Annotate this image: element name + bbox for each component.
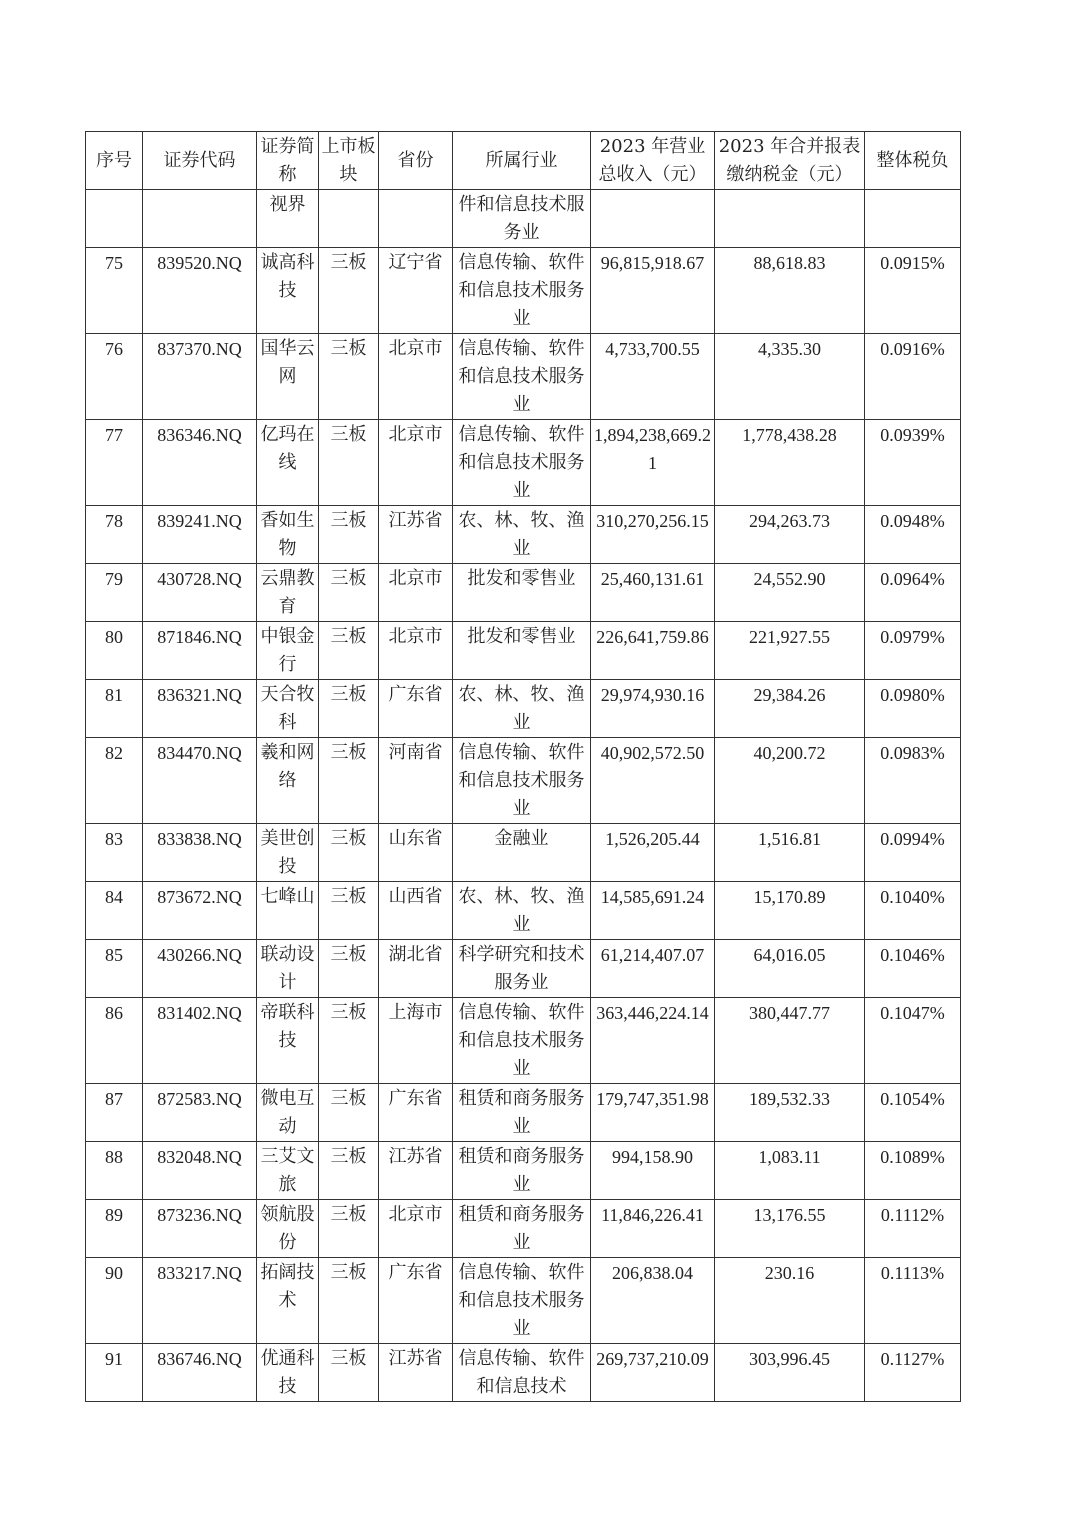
cell-province: 北京市 (379, 622, 453, 680)
cell-tax-burden: 0.1046% (865, 940, 961, 998)
cell-security-code: 836346.NQ (143, 420, 257, 506)
cell-province: 广东省 (379, 1084, 453, 1142)
cell-tax-burden: 0.1112% (865, 1200, 961, 1258)
cell-revenue: 61,214,407.07 (591, 940, 715, 998)
cell-province: 江苏省 (379, 1142, 453, 1200)
cell-revenue: 1,526,205.44 (591, 824, 715, 882)
cell-short-name: 中银金行 (257, 622, 319, 680)
cell-revenue: 25,460,131.61 (591, 564, 715, 622)
cell-province: 江苏省 (379, 1344, 453, 1402)
cell-industry: 信息传输、软件和信息技术服务业 (453, 420, 591, 506)
cell-short-name: 联动设计 (257, 940, 319, 998)
cell-province: 北京市 (379, 334, 453, 420)
cell-board: 三板 (319, 680, 379, 738)
cell-industry: 科学研究和技术服务业 (453, 940, 591, 998)
table-row (86, 334, 961, 420)
cell-province: 山东省 (379, 824, 453, 882)
cell-security-code: 839241.NQ (143, 506, 257, 564)
cell-short-name: 帝联科技 (257, 998, 319, 1084)
header-board: 上市板块 (319, 132, 379, 190)
cell-industry: 金融业 (453, 824, 591, 882)
cell-industry: 租赁和商务服务业 (453, 1200, 591, 1258)
cell-short-name: 香如生物 (257, 506, 319, 564)
cell-short-name: 三艾文旅 (257, 1142, 319, 1200)
cell-revenue: 206,838.04 (591, 1258, 715, 1344)
cell-index: 91 (86, 1344, 143, 1402)
cell-revenue: 4,733,700.55 (591, 334, 715, 420)
cell-tax-paid: 189,532.33 (715, 1084, 865, 1142)
cell-index: 81 (86, 680, 143, 738)
cell-short-name: 领航股份 (257, 1200, 319, 1258)
table-header-row (86, 132, 961, 190)
cell-tax-burden (865, 190, 961, 248)
cell-index: 87 (86, 1084, 143, 1142)
cell-tax-burden: 0.0939% (865, 420, 961, 506)
cell-security-code: 836321.NQ (143, 680, 257, 738)
tax-burden-table (85, 131, 961, 1402)
cell-index: 78 (86, 506, 143, 564)
cell-tax-paid: 230.16 (715, 1258, 865, 1344)
table-row (86, 1258, 961, 1344)
cell-revenue: 40,902,572.50 (591, 738, 715, 824)
cell-tax-paid: 64,016.05 (715, 940, 865, 998)
cell-security-code: 873672.NQ (143, 882, 257, 940)
cell-security-code: 837370.NQ (143, 334, 257, 420)
cell-industry: 信息传输、软件和信息技术服务业 (453, 248, 591, 334)
cell-tax-burden: 0.0964% (865, 564, 961, 622)
cell-tax-paid: 40,200.72 (715, 738, 865, 824)
cell-industry: 农、林、牧、渔业 (453, 506, 591, 564)
cell-board: 三板 (319, 506, 379, 564)
cell-tax-paid (715, 190, 865, 248)
cell-province: 山西省 (379, 882, 453, 940)
cell-index: 75 (86, 248, 143, 334)
cell-province: 广东省 (379, 1258, 453, 1344)
cell-security-code: 871846.NQ (143, 622, 257, 680)
cell-province: 广东省 (379, 680, 453, 738)
cell-industry: 租赁和商务服务业 (453, 1084, 591, 1142)
cell-board: 三板 (319, 1142, 379, 1200)
cell-tax-paid: 4,335.30 (715, 334, 865, 420)
cell-province: 北京市 (379, 564, 453, 622)
cell-security-code: 834470.NQ (143, 738, 257, 824)
cell-short-name: 云鼎教育 (257, 564, 319, 622)
cell-tax-paid: 303,996.45 (715, 1344, 865, 1402)
cell-index: 90 (86, 1258, 143, 1344)
cell-province: 上海市 (379, 998, 453, 1084)
header-revenue: 2023 年营业总收入（元） (591, 132, 715, 190)
cell-security-code: 836746.NQ (143, 1344, 257, 1402)
cell-tax-paid: 13,176.55 (715, 1200, 865, 1258)
cell-short-name: 美世创投 (257, 824, 319, 882)
cell-industry: 信息传输、软件和信息技术服务业 (453, 738, 591, 824)
cell-security-code: 430728.NQ (143, 564, 257, 622)
cell-revenue: 11,846,226.41 (591, 1200, 715, 1258)
cell-industry: 农、林、牧、渔业 (453, 680, 591, 738)
table-row (86, 824, 961, 882)
cell-tax-burden: 0.0915% (865, 248, 961, 334)
cell-industry: 信息传输、软件和信息技术服务业 (453, 334, 591, 420)
cell-revenue: 310,270,256.15 (591, 506, 715, 564)
cell-tax-burden: 0.1047% (865, 998, 961, 1084)
header-index: 序号 (86, 132, 143, 190)
table-row (86, 190, 961, 248)
header-security-code: 证券代码 (143, 132, 257, 190)
cell-revenue: 29,974,930.16 (591, 680, 715, 738)
cell-board (319, 190, 379, 248)
table-row (86, 1344, 961, 1402)
cell-board: 三板 (319, 1200, 379, 1258)
cell-short-name: 七峰山 (257, 882, 319, 940)
cell-board: 三板 (319, 940, 379, 998)
cell-security-code: 833217.NQ (143, 1258, 257, 1344)
cell-board: 三板 (319, 1258, 379, 1344)
table-row (86, 564, 961, 622)
cell-revenue: 226,641,759.86 (591, 622, 715, 680)
cell-board: 三板 (319, 564, 379, 622)
table-row (86, 1084, 961, 1142)
header-tax-burden: 整体税负 (865, 132, 961, 190)
cell-index (86, 190, 143, 248)
cell-tax-paid: 380,447.77 (715, 998, 865, 1084)
cell-tax-paid: 29,384.26 (715, 680, 865, 738)
cell-security-code: 873236.NQ (143, 1200, 257, 1258)
cell-revenue: 96,815,918.67 (591, 248, 715, 334)
cell-revenue: 14,585,691.24 (591, 882, 715, 940)
cell-revenue: 179,747,351.98 (591, 1084, 715, 1142)
cell-index: 76 (86, 334, 143, 420)
cell-security-code: 831402.NQ (143, 998, 257, 1084)
cell-industry: 信息传输、软件和信息技术服务业 (453, 1258, 591, 1344)
cell-short-name: 微电互动 (257, 1084, 319, 1142)
cell-board: 三板 (319, 334, 379, 420)
cell-industry: 租赁和商务服务业 (453, 1142, 591, 1200)
cell-index: 86 (86, 998, 143, 1084)
cell-index: 88 (86, 1142, 143, 1200)
cell-tax-burden: 0.1127% (865, 1344, 961, 1402)
table-row (86, 940, 961, 998)
table-row (86, 998, 961, 1084)
header-province: 省份 (379, 132, 453, 190)
cell-province: 湖北省 (379, 940, 453, 998)
table-row (86, 1142, 961, 1200)
cell-tax-paid: 88,618.83 (715, 248, 865, 334)
cell-index: 89 (86, 1200, 143, 1258)
cell-tax-paid: 24,552.90 (715, 564, 865, 622)
cell-short-name: 诚高科技 (257, 248, 319, 334)
cell-board: 三板 (319, 882, 379, 940)
table-row (86, 1200, 961, 1258)
cell-board: 三板 (319, 1344, 379, 1402)
cell-security-code: 833838.NQ (143, 824, 257, 882)
header-tax-paid: 2023 年合并报表缴纳税金（元） (715, 132, 865, 190)
cell-tax-paid: 15,170.89 (715, 882, 865, 940)
cell-industry: 信息传输、软件和信息技术服务业 (453, 998, 591, 1084)
cell-security-code: 839520.NQ (143, 248, 257, 334)
cell-province: 辽宁省 (379, 248, 453, 334)
cell-short-name: 拓阔技术 (257, 1258, 319, 1344)
cell-province: 北京市 (379, 420, 453, 506)
cell-tax-burden: 0.1089% (865, 1142, 961, 1200)
cell-revenue: 363,446,224.14 (591, 998, 715, 1084)
cell-board: 三板 (319, 248, 379, 334)
cell-index: 80 (86, 622, 143, 680)
cell-tax-paid: 1,083.11 (715, 1142, 865, 1200)
cell-board: 三板 (319, 1084, 379, 1142)
cell-board: 三板 (319, 998, 379, 1084)
cell-province (379, 190, 453, 248)
cell-index: 84 (86, 882, 143, 940)
cell-revenue: 269,737,210.09 (591, 1344, 715, 1402)
cell-industry: 农、林、牧、渔业 (453, 882, 591, 940)
cell-revenue: 994,158.90 (591, 1142, 715, 1200)
cell-security-code: 872583.NQ (143, 1084, 257, 1142)
cell-tax-burden: 0.0979% (865, 622, 961, 680)
cell-tax-burden: 0.0994% (865, 824, 961, 882)
cell-tax-burden: 0.0948% (865, 506, 961, 564)
cell-security-code: 430266.NQ (143, 940, 257, 998)
table-row (86, 738, 961, 824)
cell-tax-paid: 1,778,438.28 (715, 420, 865, 506)
cell-short-name: 国华云网 (257, 334, 319, 420)
cell-index: 77 (86, 420, 143, 506)
table-row (86, 506, 961, 564)
cell-short-name: 优通科技 (257, 1344, 319, 1402)
cell-tax-paid: 294,263.73 (715, 506, 865, 564)
table-row (86, 882, 961, 940)
cell-province: 北京市 (379, 1200, 453, 1258)
cell-index: 83 (86, 824, 143, 882)
cell-tax-burden: 0.1040% (865, 882, 961, 940)
cell-board: 三板 (319, 824, 379, 882)
cell-board: 三板 (319, 622, 379, 680)
table-row (86, 622, 961, 680)
cell-industry: 批发和零售业 (453, 564, 591, 622)
cell-industry: 件和信息技术服务业 (453, 190, 591, 248)
cell-tax-burden: 0.0980% (865, 680, 961, 738)
cell-security-code (143, 190, 257, 248)
header-industry: 所属行业 (453, 132, 591, 190)
cell-short-name: 亿玛在线 (257, 420, 319, 506)
cell-short-name: 视界 (257, 190, 319, 248)
cell-revenue (591, 190, 715, 248)
cell-province: 江苏省 (379, 506, 453, 564)
header-short-name: 证券简称 (257, 132, 319, 190)
cell-tax-paid: 1,516.81 (715, 824, 865, 882)
cell-province: 河南省 (379, 738, 453, 824)
cell-industry: 批发和零售业 (453, 622, 591, 680)
cell-board: 三板 (319, 738, 379, 824)
cell-tax-burden: 0.0916% (865, 334, 961, 420)
cell-index: 79 (86, 564, 143, 622)
cell-security-code: 832048.NQ (143, 1142, 257, 1200)
cell-tax-burden: 0.0983% (865, 738, 961, 824)
cell-short-name: 羲和网络 (257, 738, 319, 824)
table-row (86, 680, 961, 738)
cell-revenue: 1,894,238,669.21 (591, 420, 715, 506)
cell-index: 85 (86, 940, 143, 998)
cell-industry: 信息传输、软件和信息技术 (453, 1344, 591, 1402)
cell-tax-burden: 0.1113% (865, 1258, 961, 1344)
cell-index: 82 (86, 738, 143, 824)
cell-board: 三板 (319, 420, 379, 506)
cell-short-name: 天合牧科 (257, 680, 319, 738)
cell-tax-paid: 221,927.55 (715, 622, 865, 680)
cell-tax-burden: 0.1054% (865, 1084, 961, 1142)
table-row (86, 420, 961, 506)
table-row (86, 248, 961, 334)
